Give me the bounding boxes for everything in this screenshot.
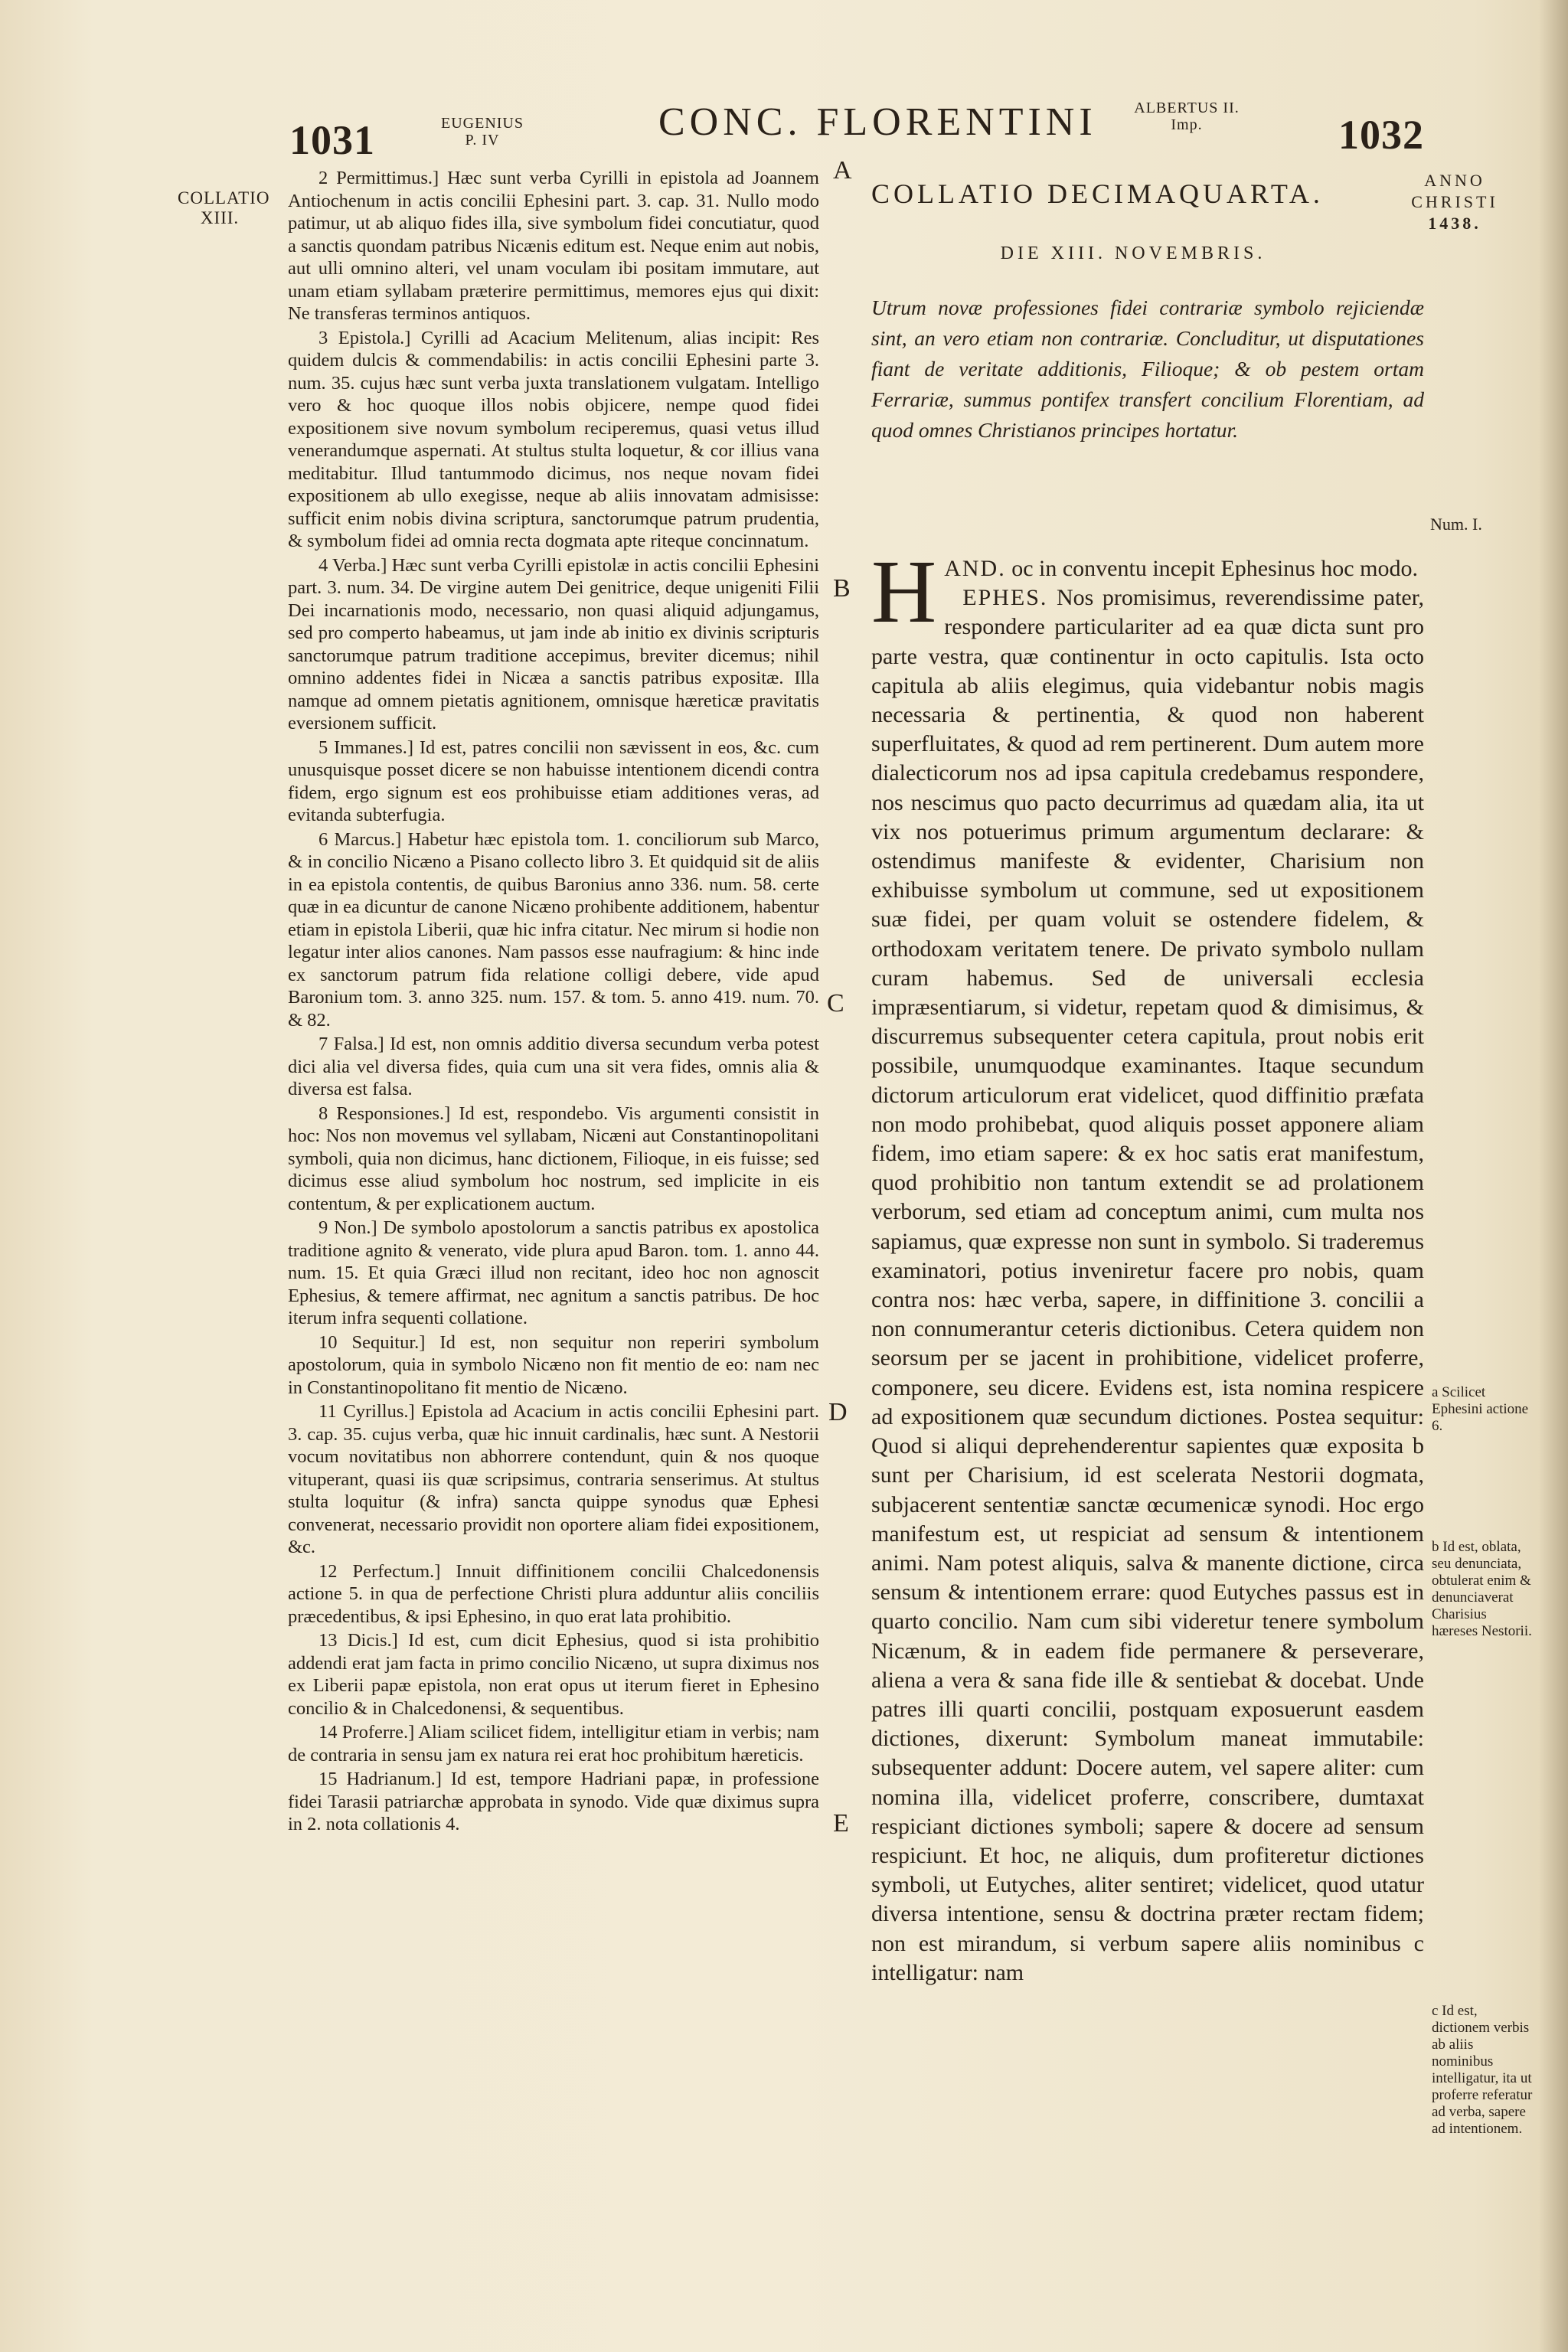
running-title: CONC. FLORENTINI [658, 100, 1097, 144]
emperor-name: ALBERTUS II. [1134, 100, 1240, 116]
margin-note-b: b Id est, oblata, seu denunciata, obtulerat enim & denunciaverat Charisius hæreses Nestorii. [1432, 1539, 1532, 1639]
anno-christi [1405, 170, 1504, 234]
note-6: 6 Marcus.] Habetur hæc epistola tom. 1. conciliorum sub Marco, & in concilio Nicæno a Pisano collecto libro 3. Et quidquid sit de aliis in ea epistola contentis, de quibus Baronius anno 336. num. 58. certe quæ in ea dicuntur de canone Nicæno prohibente additionem, habentur etiam in epistola Liberii, quæ hic infra citatur. Nec mirum si hodie non legatur inter alios canones. Nam passos esse naufragium: & hinc inde ex sanctorum patrum fida relatione colligi debere, vide apud Baronium tom. 3. anno 325. num. 157. & tom. 5. anno 419. num. 70. & 82. [288, 828, 819, 1031]
note-15: 15 Hadrianum.] Id est, tempore Hadriani papæ, in professione fidei Tarasii patriarchæ approbata in synodo. Vide quæ diximus supra in 2. nota collationis 4. [288, 1769, 819, 1834]
note-9: 9 Non.] De symbolo apostolorum a sanctis patribus ex apostolica traditione agnito & venerato, vide plura apud Baron. tom. 1. anno 44. num. 15. Et quia Græci illud non recitant, ideo hoc non agnoscit Ephesius, & temere affirmat, nec agnitum a sanctis patribus. De hoc iterum infra sequenti collatione. [288, 1217, 819, 1328]
note-11: 11 Cyrillus.] Epistola ad Acacium in actis concilii Ephesini part. 3. cap. 35. cujus verba, quæ hic innuit cardinalis, hæc sunt. A Nestorii vocum novitatibus non abhorrere contendunt, quin & nos quoque vituperant, quasi iis quæ scripsimus, contraria senserimus. At stultus stulta loquitur (& infra) sancta quippe synodus quæ Ephesi convenerat, necessario providit non oportere aliam fidei expositionem, &c. [288, 1401, 819, 1557]
page-number-right: 1032 [1338, 112, 1424, 158]
emperor-sub: Imp. [1171, 116, 1203, 133]
note-10: 10 Sequitur.] Id est, non sequitur non reperiri symbolum apostolorum, quia in symbolo Nicæno non fit mentio de eo: nam nec in Constantinopolitano fit mentio de Nicæno. [288, 1331, 819, 1398]
anno-label: ANNO [1424, 171, 1485, 190]
collatio-margin-label [178, 188, 270, 228]
margin-note-c: c Id est, dictionem verbis ab aliis nominibus intelligatur, ita ut proferre referatur ad verba, sapere ad intentionem. [1432, 2003, 1533, 2137]
note-12: 12 Perfectum.] Innuit diffinitionem concilii Chalcedonensis actione 5. in qua de perfectione Christi plura adduntur aliis conciliis præcedentibus, & ipsi Ephesino, in quo erat lata prohibitio. [288, 1560, 819, 1627]
speaker-and: AND. [944, 556, 1006, 581]
collation-summary: Utrum novæ professiones fidei contrariæ symbolo rejiciendæ sint, an vero etiam non contrariæ. Concluditur, ut disputationes fiant de veritate additionis, Filioque; & ob pestem ortam Ferrariæ, summus pontifex transfert concilium Florentiam, ad quod omnes Christianos principes hortatur. [871, 296, 1424, 442]
note-7: 7 Falsa.] Id est, non omnis additio diversa secundum verba potest dici alia vel diversa fides, quia cum una sit vera fides, omnis alia & diversa est falsa. [288, 1034, 819, 1099]
notes-column [288, 167, 819, 1838]
margin-letter-c: C [827, 989, 844, 1018]
margin-letter-b: B [833, 574, 851, 603]
margin-letter-a: A [833, 156, 852, 185]
margin-letter-e: E [833, 1809, 849, 1838]
date-heading: DIE XIII. NOVEMBRIS. [1000, 243, 1266, 263]
running-head-emperor [1102, 100, 1271, 133]
collatio-heading: COLLATIO DECIMAQUARTA. [871, 178, 1324, 209]
collatio-number: XIII. [200, 208, 240, 227]
num-marker: Num. I. [1430, 514, 1482, 534]
page-edge-shadow [1539, 0, 1568, 2352]
speaker-ephes: EPHES. [962, 585, 1048, 611]
note-13: 13 Dicis.] Id est, cum dicit Ephesius, quod si ista prohibitio addendi erat jam facta in primo concilio Nicæno, ut supra diximus nos ex Liberii papæ epistola, non erat opus ut iterum fieret in Ephesino concilio & in Chalcedonensi, & sequentibus. [288, 1630, 819, 1719]
main-text [871, 541, 1425, 1988]
main-body: Nos promisimus, reverendissime pater, respondere particulariter ad ea quæ dicta sunt pro parte vestra, quæ continentur in octo capitulis. Ista octo capitula ab aliis elegimus, quia videbantur nobis magis necessaria & pertinentia, & quod non haberent superfluitates, & quod ad rem pertinerent. Dum autem more dialecticorum nos ad ipsa capitula credebamus respondere, nos nescimus quo pacto decurrimus ad quædam alia, ita ut vix nos potuerimus primum argumentum declarare: & ostendimus manifeste & evidenter, Charisium non exhibuisse symbolum ut commune, sed ut expositionem suæ fidei, per quam voluit se ostendere fidelem, & orthodoxam veritatem tenere. De privato symbolo nullam curam habemus. Sed de universali ecclesia impræsentiarum, si videtur, repetam quod & dimisimus, & discurremus subsequenter cetera capitula, prout nobis erit possibile, unumquodque examinantes. Itaque secundum dictorum articulorum erat videlicet, quod diffinitio præfata non modo prohibebat, quod aliquis posset apponere aliam fidem, imo etiam sapere: & ex hoc satis erat manifestum, quod prohibitio non tantum extendit se ad prolationem verborum, sed etiam ad conceptum animi, cum multa nos sapiamus, quæ expresse non sunt in symbolo. Si traderemus examinatori, potius inveniretur facere pro nobis, quam contra nos: hæc verba, sapere, in diffinitione 3. concilii a non connumerantur ceteris dictionibus. Cetera quidem non seorsum per se jacent in prohibitione, videlicet proferre, componere, seu dicere. Evidens est, ista nomina respicere ad expositionem quæ secundum dictiones. Postea sequitur: Quod si aliqui deprehenderentur sapientes quæ exposita b sunt per Charisium, id est scelerata Nestorii dogmata, subjacerent sententiæ sanctæ œcumenicæ synodi. Hoc ergo manifestum est, ut respiciat ad sensum & intentionem animi. Nam potest aliquis, salva & manente dictione, circa sensum & intentionem errare: quod Eutyches passus est in quarto concilio. Nam cum sibi videretur tenere symbolum Nicænum, & in eadem fide permanere & perseverare, aliena a vera & sana fide ille & sentiebat & docebat. Unde patres illi quarti concilii, postquam exposuerunt easdem dictiones, dixerunt: Symbolum maneat immutabile: subsequenter addunt: Docere autem, vel sapere aliter: cum nomina illa, videlicet proferre, conscribere, dumtaxat respiciant dictiones symboli; sapere & docere ad sensum respiciunt. Et hoc, ne aliquis, dum profiteretur dictiones symboli, ut Eutyches, aliter sentiret; videlicet, quod utatur diversa intentione, sensu & doctrina præter rectam fidem; non est mirandum, si verbum sapere aliis nominibus c intelligatur: nam [871, 585, 1425, 1985]
year-label: 1438. [1428, 214, 1481, 233]
note-14: 14 Proferre.] Aliam scilicet fidem, intelligitur etiam in verbis; nam de contraria in sensu jam ex natura rei erat hoc prohibitum hæreticis. [288, 1722, 819, 1766]
margin-letter-d: D [828, 1398, 848, 1426]
note-4: 4 Verba.] Hæc sunt verba Cyrilli epistolæ in actis concilii Ephesini part. 3. num. 34. De virgine autem Dei genitrice, deque unigeniti Filii Dei incarnationis modo, necessario, non quasi aliquid adjungamus, sed pro comperto habeamus, ut jam inde ab initio ex divinis scripturis sanctorumque patrum traditione accepimus, breviter dicemus; nihil omnino addentes fidei in Nicæa a sanctis patribus expositæ. Illa namque ad omnem pietatis agnitionem, omnisque hæreticæ pravitatis eversionem sufficit. [288, 554, 819, 733]
christi-label: CHRISTI [1411, 192, 1498, 211]
note-8: 8 Responsiones.] Id est, respondebo. Vis argumenti consistit in hoc: Nos non movemus vel syllabam, Nicæni aut Constantinopolitani symboli, quia non dicimus, hanc dictionem, Filioque, in eis fuisse; sed dicimus esse aliud symbolum hoc nostrum, sed implicite in eis contentum, & per explicationem auctum. [288, 1102, 819, 1214]
note-3: 3 Epistola.] Cyrilli ad Acacium Melitenum, alias incipit: Res quidem dulcis & commendabilis: in actis concilii Ephesini parte 3. num. 35. cujus hæc sunt verba juxta translationem vulgatam. Intelligo vero & hoc quoque illos nobis objicere, nempe quod fidei expositionem sive novum symbolum reciperemus, quasi vetus illud venerandumque aspernati. At stultus stulta loquetur, & cor illius vana meditabitur. Illud tantummodo dicimus, nos neque novam fidei expositionem ab ullo exegisse, neque ab aliis innovatam admisisse: sufficit enim nobis divina scriptura, sanctorumque patrum prudentia, & symbolum fidei ad omnia recta dogmata apte riteque concinnatum. [288, 327, 819, 551]
main-paragraph [871, 541, 1425, 1988]
margin-note-a: a Scilicet Ephesini actione 6. [1432, 1384, 1529, 1434]
page-number-left: 1031 [289, 117, 375, 163]
collatio-label: COLLATIO [178, 188, 270, 207]
pope-sub: P. IV [465, 132, 500, 149]
running-head-pope [440, 115, 524, 149]
pope-name: EUGENIUS [441, 115, 524, 132]
note-5: 5 Immanes.] Id est, patres concilii non sævissent in eos, &c. cum unusquisque posset dicere se non habuisse intentionem dicendi contra fidem, ergo signum est eos prohibuisse etiam additiones veras, ad evitanda subterfugia. [288, 737, 819, 825]
note-2: 2 Permittimus.] Hæc sunt verba Cyrilli in epistola ad Joannem Antiochenum in actis concilii Ephesini part. 3. cap. 31. Nullo modo patimur, ut ab aliquo fides illa, sive symbolum fidei concutiatur, quod a sanctis quondam patribus Nicænis editum est. Neque enim aut nobis, aut ulli omnino alteri, vel unam voculam ibi positam immutare, aut unam etiam syllabam præterire permittimus, memores ejus qui dixit: Ne transferas terminos antiquos. [288, 168, 819, 324]
opening-text: oc in conventu incepit Ephesinus hoc modo. [1011, 556, 1418, 581]
drop-cap: H [871, 541, 937, 642]
